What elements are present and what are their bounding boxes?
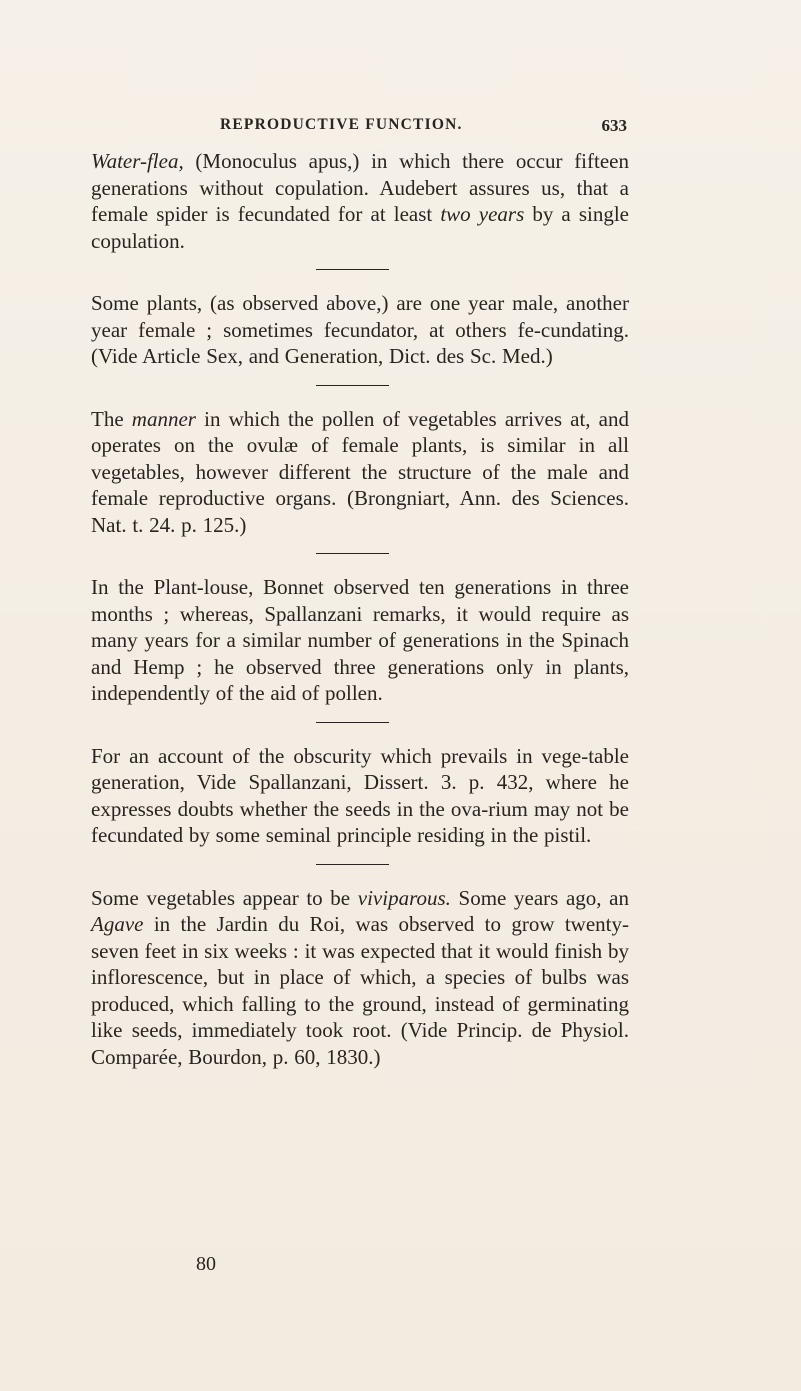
section-divider (316, 553, 389, 554)
paragraph-text: (Monoculus apus,) in which there occur fifteen generations without copulation. Audebert assures us, that a female spider is fecundated for at least (91, 149, 629, 226)
paragraph-pollen (91, 406, 629, 539)
italic-term: Water-flea, (91, 149, 184, 173)
section-divider (316, 864, 389, 865)
section-divider (316, 269, 389, 270)
running-title: REPRODUCTIVE FUNCTION. (220, 116, 463, 133)
italic-term: two years (440, 202, 525, 226)
paragraph-obscurity (91, 743, 629, 849)
body-text (91, 148, 629, 1070)
paragraph-water-flea (91, 148, 629, 254)
paragraph-text: Some years ago, an (450, 885, 629, 910)
paragraph-text: by a single copulation. (91, 202, 630, 253)
italic-term: viviparous. (357, 885, 451, 910)
paragraph-text: Some plants, (as observed above,) are one year male, another year female ; sometimes fecundator, at others fe-cundating. (Vide Article Sex, and Generation, Dict. des Sc. Med.) (91, 291, 629, 368)
italic-term: Agave (91, 912, 144, 936)
paragraph-text: in the Jardin du Roi, was observed to grow twenty-seven feet in six weeks : it was expected that it would finish by inflorescence, but in place of which, a species of bulbs was produced, which falling to the ground, instead of germinating like seeds, immediately took root. (Vide Princip. de Physiol. Comparée, Bourdon, p. 60, 1830.) (91, 912, 629, 1069)
paragraph-text: Some vegetables appear to be (91, 885, 358, 910)
running-head (0, 116, 801, 140)
paragraph-text: The (91, 406, 132, 431)
paragraph-viviparous (91, 885, 629, 1071)
page-number: 633 (601, 116, 627, 135)
signature-mark: 80 (196, 1253, 216, 1275)
section-divider (316, 385, 389, 386)
italic-term: manner (131, 406, 196, 431)
paragraph-text: For an account of the obscurity which prevails in vege-table generation, Vide Spallanzani, Dissert. 3. p. 432, where he expresses doubts whether the seeds in the ova-rium may not be fecundated by some seminal principle residing in the pistil. (91, 743, 629, 847)
paragraph-text: in which the pollen of vegetables arrives at, and operates on the ovulæ of female plants, is similar in all vegetables, however different the structure of the male and female reproductive organs. (Brongniart, Ann. des Sciences. Nat. t. 24. p. 125.) (91, 406, 629, 537)
paragraph-text: In the Plant-louse, Bonnet observed ten generations in three months ; whereas, Spallanzani remarks, it would require as many years for a similar number of generations in the Spinach and Hemp ; he observed three generations only in plants, independently of the aid of pollen. (91, 575, 629, 705)
paragraph-plant-louse (91, 574, 629, 707)
section-divider (316, 722, 389, 723)
paragraph-plants-sex (91, 290, 629, 370)
